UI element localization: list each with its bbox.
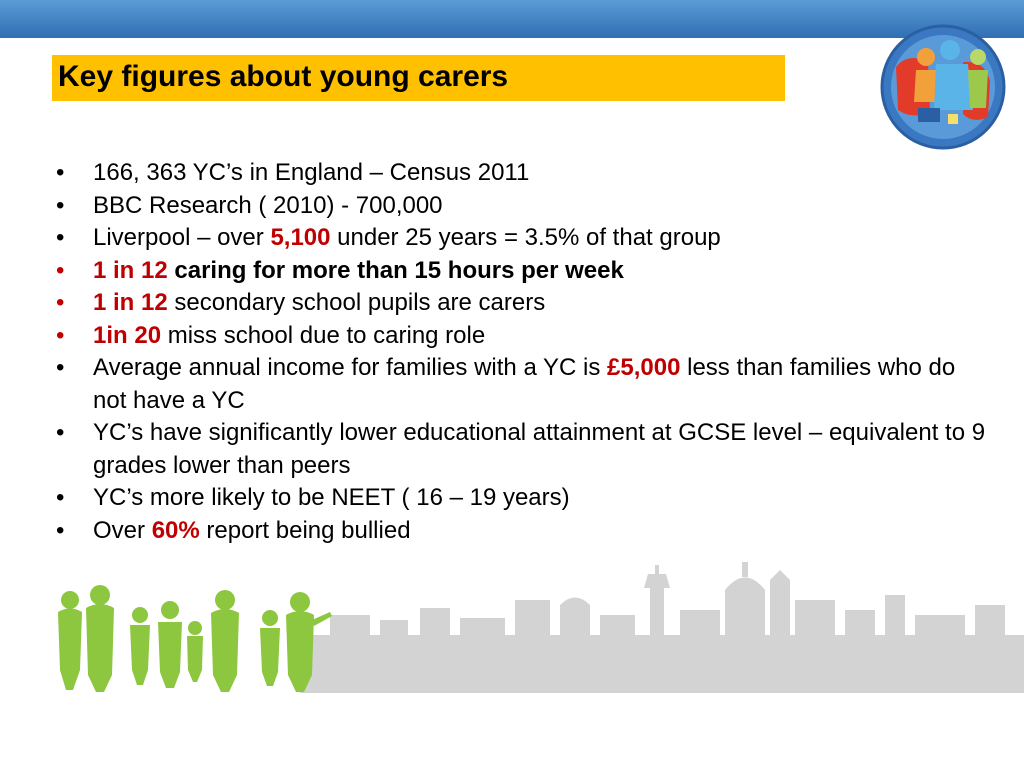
bullet-text: YC’s have significantly lower educational attainment at GCSE level – equivalent to 9 grades lower than peers bbox=[93, 419, 986, 479]
bullet-text: Liverpool – over bbox=[93, 224, 271, 251]
bullet-text: report being bullied bbox=[199, 516, 411, 544]
bullet-text: miss school due to caring role bbox=[161, 321, 486, 349]
highlight-figure: 1 in 12 bbox=[93, 256, 168, 284]
highlight-figure: 1in 20 bbox=[93, 321, 162, 349]
bullet-item bbox=[56, 515, 986, 548]
bullet-dot-icon: • bbox=[56, 354, 65, 381]
bullet-text: 166, 363 YC’s in England – Census 2011 bbox=[93, 159, 530, 186]
bullet-dot-icon: • bbox=[56, 484, 65, 511]
bullet-dot-icon: • bbox=[56, 224, 65, 251]
bullet-text: secondary school pupils are carers bbox=[167, 289, 546, 316]
key-figures-list bbox=[56, 157, 986, 547]
bullet-text: Over bbox=[93, 516, 152, 544]
bullet-item bbox=[56, 222, 986, 255]
bullet-dot-icon: • bbox=[56, 191, 65, 219]
highlight-figure: 1 in 12 bbox=[93, 289, 168, 316]
highlight-figure: 5,100 bbox=[270, 224, 331, 251]
bullet-text: YC’s more likely to be NEET ( 16 – 19 years) bbox=[93, 484, 570, 511]
title-banner bbox=[52, 55, 785, 101]
people-skyline-illustration bbox=[0, 560, 1024, 710]
bullet-item bbox=[56, 482, 986, 515]
bullet-dot-icon: • bbox=[56, 516, 65, 544]
bullet-item bbox=[56, 287, 986, 320]
bullet-text: Average annual income for families with a YC is bbox=[93, 354, 608, 381]
bullet-dot-icon: • bbox=[56, 419, 65, 446]
bullet-dot-icon: • bbox=[56, 289, 65, 316]
bullet-text: BBC Research ( 2010) - 700,000 bbox=[93, 191, 443, 219]
bullet-text: caring for more than 15 hours per week bbox=[167, 256, 624, 284]
highlight-figure: £5,000 bbox=[607, 354, 681, 381]
bullet-item bbox=[56, 190, 986, 223]
bullet-dot-icon: • bbox=[56, 159, 65, 186]
young-carers-logo-icon bbox=[878, 22, 1008, 152]
bullet-text: under 25 years = 3.5% of that group bbox=[330, 224, 721, 251]
bullet-item bbox=[56, 320, 986, 353]
bullet-item bbox=[56, 157, 986, 190]
bullet-item bbox=[56, 417, 986, 482]
bullet-dot-icon: • bbox=[56, 321, 65, 349]
bullet-item bbox=[56, 352, 986, 417]
bullet-item bbox=[56, 255, 986, 288]
bullet-text: less than families who do not have a YC bbox=[93, 354, 956, 414]
highlight-figure: 60% bbox=[151, 516, 200, 544]
slide-title: Key figures about young carers bbox=[58, 60, 509, 93]
top-banner bbox=[0, 0, 1024, 38]
bullet-dot-icon: • bbox=[56, 256, 65, 284]
